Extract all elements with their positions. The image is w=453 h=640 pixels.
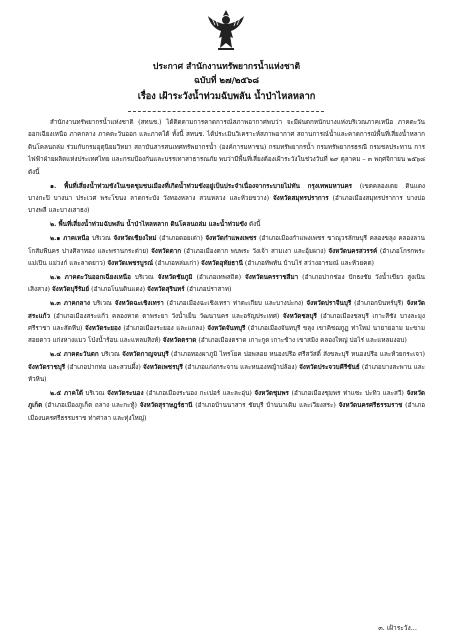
document-header [34,60,419,105]
announcement-number: ฉบับที่ ๒๗/๒๕๖๘ [194,76,259,86]
continuation-marker: ๓. เฝ้าระวัง... [378,624,417,632]
section-2-5-south: ๒.๕ ภาคใต้ บริเวณ จังหวัดระนอง (อำเภอเมืองระนอง กะเปอร์ และละอุ่น) จังหวัดชุมพร (อำเภอเมืองชุมพร ท่าแซะ ปะทิว และสวี) จังหวัดภูเก็ต (อำเภอเมืองภูเก็ต ถลาง และกะทู้) จังหวัดสุราษฎร์ธานี (อำเภอบ้านนาสาร ชัยบุรี บ้านนาเดิม และเวียงสระ) จังหวัดนครศรีธรรมราช (อำเภอเมืองนครศรีธรรมราช ท่าศาลา และทุ่งใหญ่) [28,390,425,422]
section-2-2-northeast: ๒.๒ ภาคตะวันออกเฉียงเหนือ บริเวณ จังหวัดชัยภูมิ (อำเภอเทพสถิต) จังหวัดนครราชสีมา (อำเภอปากช่อง ปักธงชัย วังน้ำเขียว สูงเนิน เสิงสาง) จังหวัดบุรีรัมย์ (อำเภอโนนดินแดง) จังหวัดสุรินทร์ (อำเภอปราสาท) [28,273,425,294]
section-2-1-north: ๒.๑ ภาคเหนือ บริเวณ จังหวัดเชียงใหม่ (อำเภอดอยเต่า) จังหวัดกำแพงเพชร (อำเภอเมืองกำแพงเพชร ขาณุวรลักษบุรี คลองขลุง คลองลาน โกสัมพีนคร ปางศิลาทอง และพรานกระต่าย) จังหวัดตาก (อำเภอเมืองตาก พบพระ วังเจ้า สามเงา และอุ้มผาง) จังหวัดนครสวรรค์ (อำเภอโกรกพระ แม่เปิน แม่วงก์ และลาดยาว) จังหวัดเพชรบูรณ์ (อำเภอหล่มเก่า) จังหวัดอุทัยธานี (อำเภอทัพทัน บ้านไร่ สว่างอารมณ์ และห้วยคต) [28,235,425,267]
section-1-heading: ๑. พื้นที่เสี่ยงน้ำท่วมขังในเขตชุมชนเมืองที่เกิดน้ำท่วมขังอยู่เป็นประจำเนื่องจากระบายไม่ทัน [50,182,300,190]
announcement-title: ประกาศ สำนักงานทรัพยากรน้ำแห่งชาติ [152,62,301,72]
document-body [28,117,425,427]
section-2-heading: ๒. พื้นที่เสี่ยงน้ำท่วมฉับพลัน น้ำป่าไหลหลาก ดินโคลนถล่ม และน้ำท่วมขัง ดังนี้ [50,221,261,229]
section-2-3-central: ๒.๓ ภาคกลาง บริเวณ จังหวัดฉะเชิงเทรา (อำเภอเมืองฉะเชิงเทรา ท่าตะเกียบ และบางปะกง) จังหวัดปราจีนบุรี (อำเภอกบินทร์บุรี) จังหวัดสระแก้ว (อำเภอเมืองสระแก้ว คลองหาด ตาพระยา วังน้ำเย็น วัฒนานคร และอรัญประเทศ) จังหวัดชลบุรี (อำเภอเมืองชลบุรี เกาะสีชัง บางละมุง ศรีราชา และสัตหีบ) จังหวัดระยอง (อำเภอเมืองระยอง และแกลง) จังหวัดจันทบุรี (อำเภอเมืองจันทบุรี ขลุง เขาคิชฌกูฏ ท่าใหม่ นายายอาม มะขาม สอยดาว แก่งหางแมว โป่งน้ำร้อน และแหลมสิงห์) จังหวัดตราด (อำเภอเมืองตราด เกาะกูด เกาะช้าง เขาสมิง คลองใหญ่ บ่อไร่ และแหลมงอบ) [28,300,426,345]
garuda-emblem-icon [206,8,246,52]
section-1-place-bangkok: กรุงเทพมหานคร [307,182,353,190]
intro-paragraph: สำนักงานทรัพยากรน้ำแห่งชาติ (สทนช.) ได้ติดตามการคาดการณ์สภาพอากาศพบว่า จะมีฝนตกหนักบางแห่งบริเวณภาคเหนือ ภาคตะวันออกเฉียงเหนือ ภาคกลาง ภาคตะวันออก และภาคใต้ ทั้งนี้ สทนช. ได้ประเมินวิเคราะห์สภาพอากาศ สถานการณ์น้ำและคาดการณ์พื้นที่เสี่ยงน้ำหลาก ดินโคลนถล่ม ร่วมกับกรมอุตุนิยมวิทยา สถาบันสารสนเทศทรัพยากรน้ำ (องค์การมหาชน) กรมทรัพยากรน้ำ กรมทรัพยากรธรณี กรมชลประทาน การไฟฟ้าฝ่ายผลิตแห่งประเทศไทย และกรมป้องกันและบรรเทาสาธารณภัย พบว่ามีพื้นที่เสี่ยงต้องเฝ้าระวังในช่วงวันที่ ๒๙ ตุลาคม – ๓ พฤศจิกายน ๒๕๖๘ ดังนี้ [28,119,425,176]
section-1-place-samutprakan: จังหวัดสมุทรปราการ [272,194,329,202]
section-1: ๑. พื้นที่เสี่ยงน้ำท่วมขังในเขตชุมชนเมืองที่เกิดน้ำท่วมขังอยู่เป็นประจำเนื่องจากระบายไม่ทัน กรุงเทพมหานคร (เขตคลองเตย ดินแดง บางกะปิ บางนา ประเวศ พระโขนง ลาดกระบัง วังทองหลาง สวนหลวง และห้วยขวาง) จังหวัดสมุทรปราการ (อำเภอเมืองสมุทรปราการ บางบ่อ บางพลี และบางเสาธง) [28,182,425,215]
section-2-4-west: ๒.๔ ภาคตะวันตก บริเวณ จังหวัดกาญจนบุรี (อำเภอทองผาภูมิ ไทรโยค บ่อพลอย หนองปรือ ศรีสวัสดิ์ สังขละบุรี หนองปรือ และห้วยกระเจา) จังหวัดราชบุรี (อำเภอปากท่อ และสวนผึ้ง) จังหวัดเพชรบุรี (อำเภอแก่งกระจาน และหนองหญ้าปล้อง) จังหวัดประจวบคีรีขันธ์ (อำเภอบางสะพาน และหัวหิน) [28,351,425,384]
header-divider [128,111,324,112]
announcement-subject: เรื่อง เฝ้าระวังน้ำท่วมฉับพลัน น้ำป่าไหลหลาก [137,91,316,102]
